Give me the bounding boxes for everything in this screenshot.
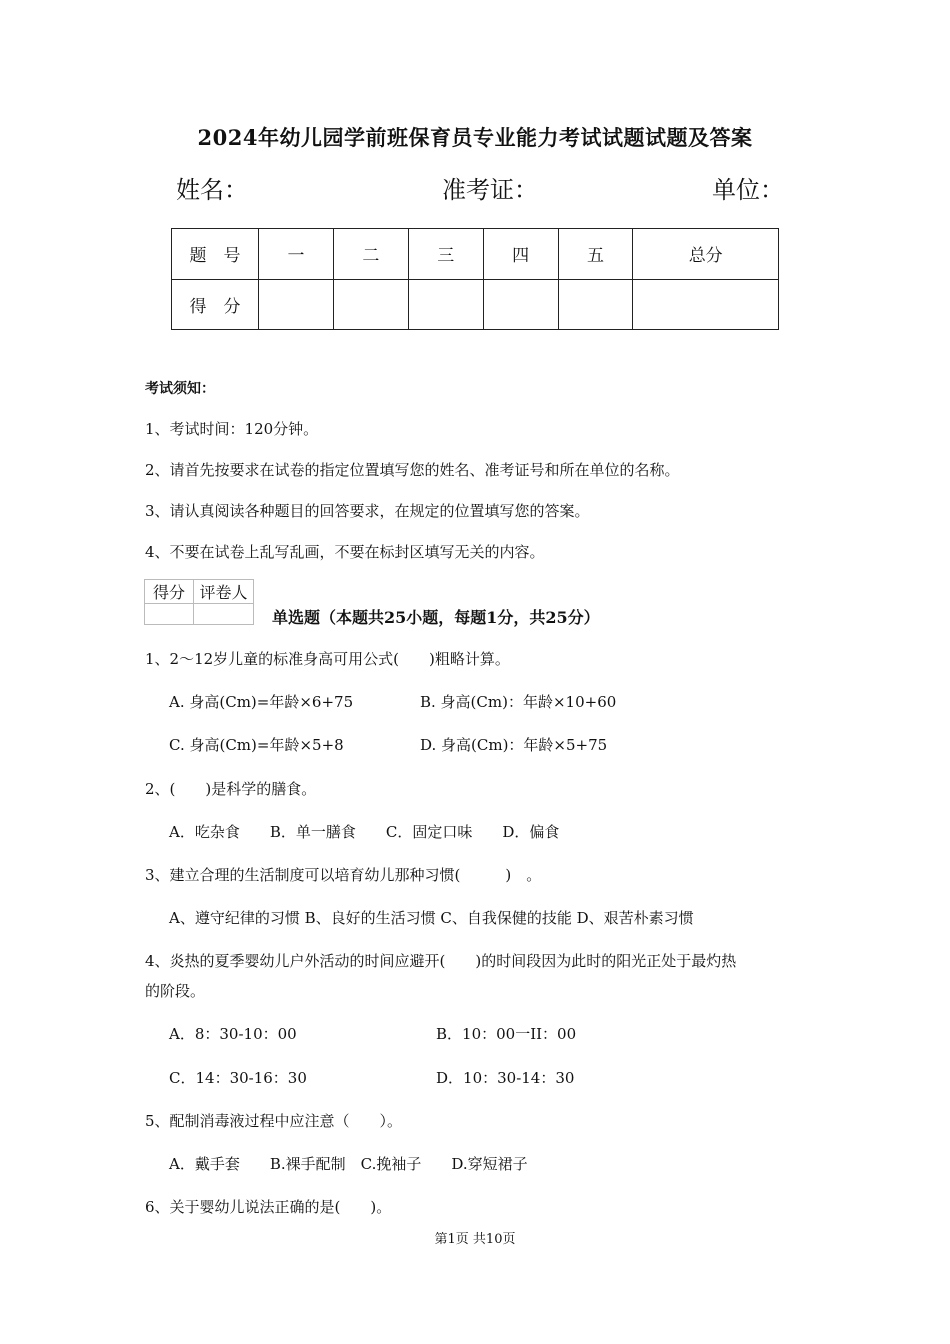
option-b: B. 身高(Cm)：年龄×10+60	[420, 693, 617, 711]
option-d: D. 身高(Cm)：年龄×5+75	[420, 736, 608, 754]
score-header-question-no: 题 号	[172, 229, 259, 280]
notice-item: 1、考试时间：120分钟。	[145, 420, 319, 438]
score-header-3: 三	[408, 229, 483, 280]
score-header-total: 总分	[633, 229, 779, 280]
document-title: 2024年幼儿园学前班保育员专业能力考试试题试题及答案	[197, 125, 753, 150]
question-stem-continued: 的阶段。	[145, 982, 206, 1000]
score-cell-2[interactable]	[333, 279, 408, 330]
question-options: A．吃杂食 B．单一膳食 C．固定口味 D．偏食	[169, 823, 560, 841]
question-stem: 3、建立合理的生活制度可以培育幼儿那种习惯( ) 。	[145, 866, 542, 884]
exam-number-label: 准考证：	[442, 176, 538, 204]
score-row-label: 得 分	[172, 279, 259, 330]
score-table-score-row	[172, 279, 779, 330]
score-table-header-row	[172, 229, 779, 280]
question-stem: 6、关于婴幼儿说法正确的是( )。	[145, 1198, 392, 1216]
score-cell-4[interactable]	[483, 279, 558, 330]
grader-score-cell[interactable]	[145, 604, 194, 625]
option-d: D．10：30-14：30	[436, 1069, 575, 1087]
score-cell-total[interactable]	[633, 279, 779, 330]
option-a: A．8：30-10：00	[169, 1025, 297, 1043]
question-stem: 1、2～12岁儿童的标准身高可用公式( )粗略计算。	[145, 650, 510, 668]
section-title: 单选题（本题共25小题，每题1分，共25分）	[272, 608, 600, 627]
question-stem: 4、炎热的夏季婴幼儿户外活动的时间应避开( )的时间段因为此时的阳光正处于最灼热	[145, 952, 737, 970]
grader-box	[144, 579, 254, 625]
score-header-2: 二	[333, 229, 408, 280]
grader-name-cell[interactable]	[194, 604, 254, 625]
page-footer: 第1页 共10页	[434, 1232, 516, 1247]
grader-name-label: 评卷人	[194, 580, 254, 604]
notice-item: 3、请认真阅读各种题目的回答要求，在规定的位置填写您的答案。	[145, 502, 590, 520]
score-header-5: 五	[558, 229, 633, 280]
option-c: C. 身高(Cm)=年龄×5+8	[169, 736, 344, 754]
score-cell-1[interactable]	[259, 279, 334, 330]
score-header-1: 一	[259, 229, 334, 280]
question-options: A、遵守纪律的习惯 B、良好的生活习惯 C、自我保健的技能 D、艰苦朴素习惯	[169, 909, 694, 927]
score-cell-5[interactable]	[558, 279, 633, 330]
option-a: A. 身高(Cm)=年龄×6+75	[169, 693, 354, 711]
notice-item: 4、不要在试卷上乱写乱画，不要在标封区填写无关的内容。	[145, 543, 545, 561]
unit-label: 单位：	[712, 176, 784, 204]
score-table	[171, 228, 779, 330]
grader-score-label: 得分	[145, 580, 194, 604]
notice-item: 2、请首先按要求在试卷的指定位置填写您的姓名、准考证号和所在单位的名称。	[145, 461, 680, 479]
option-c: C．14：30-16：30	[169, 1069, 307, 1087]
question-stem: 5、配制消毒液过程中应注意（ ）。	[145, 1112, 403, 1130]
score-header-4: 四	[483, 229, 558, 280]
question-options: A．戴手套 B.裸手配制 C.挽袖子 D.穿短裙子	[169, 1155, 528, 1173]
notice-title: 考试须知：	[145, 381, 215, 397]
score-cell-3[interactable]	[408, 279, 483, 330]
name-label: 姓名：	[176, 176, 248, 204]
question-stem: 2、( )是科学的膳食。	[145, 780, 317, 798]
option-b: B．10：00一II：00	[436, 1025, 577, 1043]
